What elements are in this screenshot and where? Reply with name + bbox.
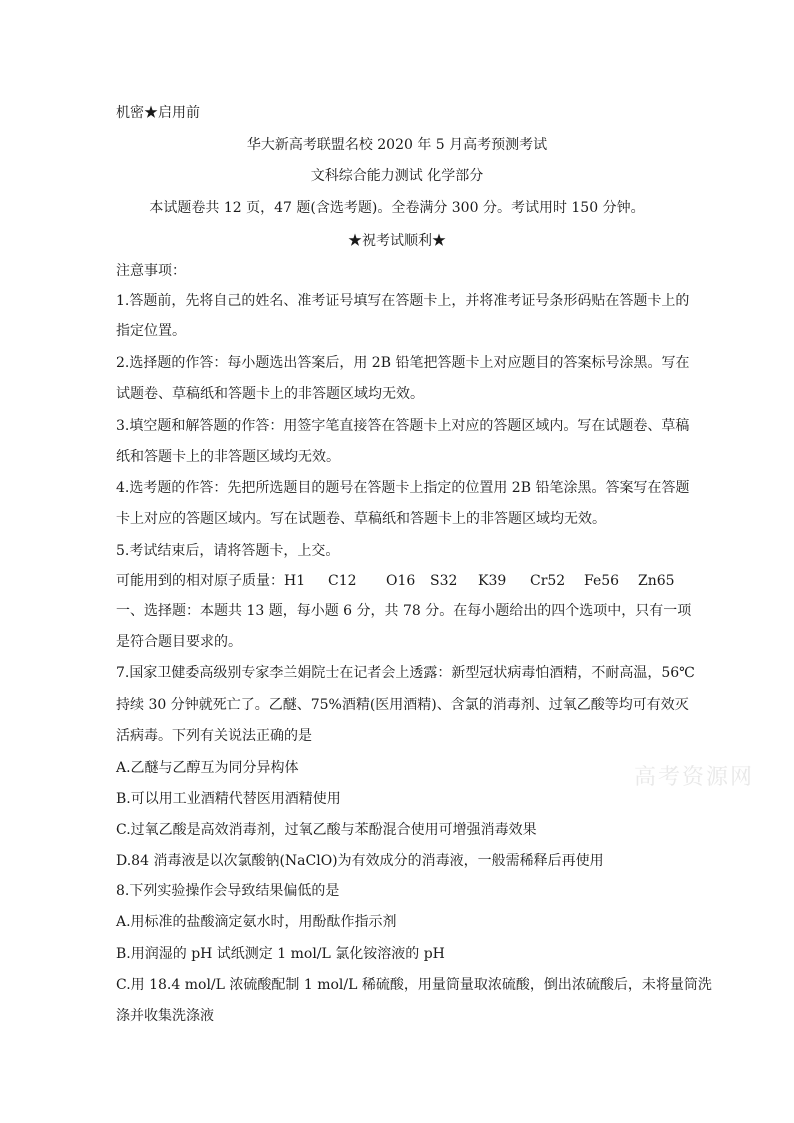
watermark: 高考资源网 [634, 765, 755, 790]
question-7-stem: 活病毒。下列有关说法正确的是 [116, 728, 312, 744]
atomic-mass-item: S32 [430, 573, 458, 589]
notice-heading: 注意事项： [116, 263, 186, 279]
question-7-option-b: B.可以用工业酒精代替医用酒精使用 [116, 791, 341, 807]
atomic-mass-item: Zn65 [638, 573, 675, 589]
section-heading: 一、选择题：本题共 13 题，每小题 6 分，共 78 分。在每小题给出的四个选项中，只有一项 [116, 603, 692, 619]
notice-line: 卡上对应的答题区域内。写在试题卷、草稿纸和答题卡上的非答题区域均无效。 [116, 511, 606, 527]
notice-line: 5.考试结束后，请将答题卡，上交。 [116, 543, 340, 559]
atomic-mass-item: Fe56 [584, 573, 620, 589]
notice-line: 1.答题前，先将自己的姓名、准考证号填写在答题卡上，并将准考证号条形码贴在答题卡上的 [116, 293, 690, 309]
question-7-stem: 持续 30 分钟就死亡了。乙醚、75%酒精(医用酒精)、含氯的消毒剂、过氧乙酸等均可有效灭 [116, 697, 689, 713]
question-7-option-d: D.84 消毒液是以次氯酸钠(NaClO)为有效成分的消毒液，一般需稀释后再使用 [116, 853, 604, 869]
atomic-mass-item: C12 [328, 573, 357, 589]
exam-wish: ★祝考试顺利★ [348, 233, 446, 249]
notice-line: 指定位置。 [116, 323, 186, 339]
notice-line: 试题卷、草稿纸和答题卡上的非答题区域均无效。 [116, 386, 424, 402]
atomic-masses [116, 572, 675, 590]
question-8-option-b: B.用润湿的 pH 试纸测定 1 mol/L 氯化铵溶液的 pH [116, 946, 445, 962]
atomic-mass-item: H1 [284, 573, 306, 589]
exam-title: 华大新高考联盟名校 2020 年 5 月高考预测考试 [246, 137, 548, 153]
notice-line: 3.填空题和解答题的作答：用签字笔直接答在答题卡上对应的答题区域内。写在试题卷、草稿 [116, 418, 690, 434]
question-7-option-c: C.过氧乙酸是高效消毒剂，过氧乙酸与苯酚混合使用可增强消毒效果 [116, 822, 537, 838]
section-heading: 是符合题目要求的。 [116, 634, 242, 650]
question-7-option-a: A.乙醚与乙醇互为同分异构体 [116, 760, 299, 776]
question-8-option-a: A.用标准的盐酸滴定氨水时，用酚酞作指示剂 [116, 914, 397, 930]
atomic-mass-item: Cr52 [530, 573, 566, 589]
exam-subtitle: 文科综合能力测试 化学部分 [310, 168, 484, 184]
exam-info: 本试题卷共 12 页，47 题(含选考题)。全卷满分 300 分。考试用时 150 分钟。 [149, 200, 645, 216]
atomic-mass-item: O16 [386, 573, 416, 589]
atomic-masses-label: 可能用到的相对原子质量： [116, 573, 284, 589]
question-8-option-c: C.用 18.4 mol/L 浓硫酸配制 1 mol/L 稀硫酸，用量筒量取浓硫酸，倒出浓硫酸后，未将量筒洗 [116, 977, 712, 993]
notice-line: 4.选考题的作答：先把所选题目的题号在答题卡上指定的位置用 2B 铅笔涂黑。答案写在答题 [116, 480, 690, 496]
atomic-mass-item: K39 [478, 573, 507, 589]
notice-line: 2.选择题的作答：每小题选出答案后，用 2B 铅笔把答题卡上对应题目的答案标号涂黑。写在 [116, 355, 690, 371]
question-7-stem: 7.国家卫健委高级别专家李兰娟院士在记者会上透露：新型冠状病毒怕酒精，不耐高温，56℃ [116, 665, 695, 681]
question-8-stem: 8.下列实验操作会导致结果偏低的是 [116, 883, 340, 899]
secret-mark: 机密★启用前 [116, 105, 200, 121]
question-8-option-c-cont: 涤并收集洗涤液 [116, 1008, 214, 1024]
notice-line: 纸和答题卡上的非答题区域均无效。 [116, 449, 340, 465]
